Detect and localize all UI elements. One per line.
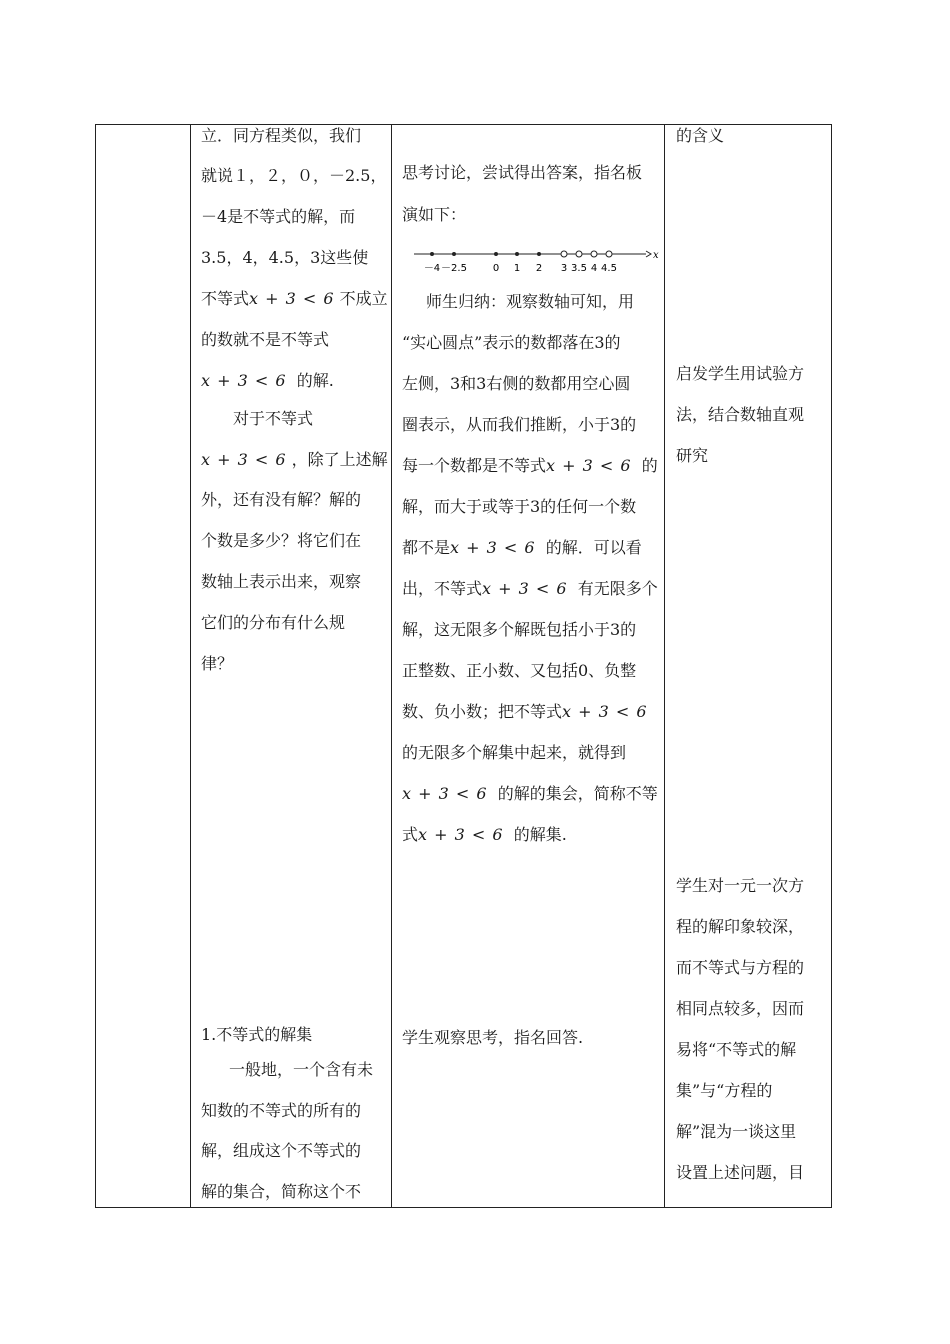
solid-point bbox=[494, 252, 498, 256]
text-line: “实心圆点”表示的数都落在3的 bbox=[402, 333, 621, 352]
tick-label: 0 bbox=[492, 263, 500, 274]
text-line: 解，而大于或等于3的任何一个数 bbox=[402, 497, 637, 516]
text-line: 而不等式与方程的 bbox=[676, 958, 805, 977]
text-line: 研究 bbox=[676, 446, 709, 465]
tick-label: 4.5 bbox=[601, 263, 617, 274]
text-line: x + 3 < 6 的解的集会，简称不等 bbox=[402, 784, 658, 803]
text-line: 解，这无限多个解既包括小于3的 bbox=[402, 620, 637, 639]
text-line: 数轴上表示出来，观察 bbox=[201, 572, 362, 591]
text-line: 集”与“方程的 bbox=[676, 1081, 773, 1100]
text-line: 一般地，一个含有未 bbox=[229, 1060, 374, 1079]
hollow-point bbox=[606, 251, 612, 257]
text-line: －4是不等式的解，而 bbox=[201, 207, 356, 226]
axis-label: x bbox=[653, 250, 659, 261]
inequality-expression: x + 3 < 6 bbox=[201, 371, 287, 390]
axis-arrow-icon bbox=[646, 251, 651, 257]
text-line: x + 3 < 6 的解. bbox=[201, 371, 334, 390]
text-line: 出，不等式x + 3 < 6 有无限多个 bbox=[402, 579, 658, 598]
column-divider bbox=[391, 125, 392, 1207]
text-line: 律？ bbox=[201, 654, 234, 673]
text-line: x + 3 < 6 ，除了上述解 bbox=[201, 450, 388, 469]
section-title: 1.不等式的解集 bbox=[201, 1025, 313, 1044]
text-line: 数、负小数；把不等式x + 3 < 6 bbox=[402, 702, 648, 721]
inequality-expression: x + 3 < 6 bbox=[418, 825, 504, 844]
text-line: 解”混为一谈这里 bbox=[676, 1122, 797, 1141]
text-line: 3.5，4，4.5，3这些使 bbox=[201, 248, 369, 267]
text-line: 就说１，２，０，－2.5， bbox=[201, 166, 387, 185]
hollow-point bbox=[561, 251, 567, 257]
inequality-expression: x + 3 < 6 bbox=[546, 456, 632, 475]
hollow-point bbox=[576, 251, 582, 257]
tick-label: 4 bbox=[590, 263, 598, 274]
text-line: 个数是多少？将它们在 bbox=[201, 531, 362, 550]
number-line-figure bbox=[410, 244, 662, 276]
text-line: 设置上述问题，目 bbox=[676, 1163, 805, 1182]
text-line: 易将“不等式的解 bbox=[676, 1040, 797, 1059]
text-line: 的含义 bbox=[676, 126, 725, 145]
tick-label: 3.5 bbox=[571, 263, 587, 274]
text-line: 圈表示，从而我们推断，小于3的 bbox=[402, 415, 637, 434]
inequality-expression: x + 3 < 6 bbox=[562, 702, 648, 721]
solid-point bbox=[537, 252, 541, 256]
text-line: 都不是x + 3 < 6 的解．可以看 bbox=[402, 538, 642, 557]
text-line: 思考讨论，尝试得出答案，指名板 bbox=[402, 163, 643, 182]
solid-point bbox=[452, 252, 456, 256]
text-line: 学生观察思考，指名回答. bbox=[402, 1028, 584, 1047]
inequality-expression: x + 3 < 6 bbox=[482, 579, 568, 598]
text-line: 演如下： bbox=[402, 205, 467, 224]
tick-label: －2.5 bbox=[441, 263, 467, 274]
text-line: 对于不等式 bbox=[233, 409, 314, 428]
tick-label: －4 bbox=[423, 263, 441, 274]
text-line: 正整数、正小数、又包括0、负整 bbox=[402, 661, 637, 680]
text-line: 式x + 3 < 6 的解集. bbox=[402, 825, 567, 844]
text-line: 解，组成这个不等式的 bbox=[201, 1141, 362, 1160]
solid-point bbox=[430, 252, 434, 256]
tick-label: 2 bbox=[535, 263, 543, 274]
text-line: 不等式x + 3 < 6 不成立 bbox=[201, 289, 388, 308]
solid-point bbox=[515, 252, 519, 256]
text-line: 相同点较多，因而 bbox=[676, 999, 805, 1018]
text-line: 立．同方程类似，我们 bbox=[201, 126, 362, 145]
column-divider bbox=[664, 125, 665, 1207]
inequality-expression: x + 3 < 6 bbox=[249, 289, 335, 308]
text-line: 每一个数都是不等式x + 3 < 6 的 bbox=[402, 456, 658, 475]
column-divider bbox=[190, 125, 191, 1207]
text-line: 程的解印象较深， bbox=[676, 917, 805, 936]
text-line: 它们的分布有什么规 bbox=[201, 613, 346, 632]
text-line: 的无限多个解集中起来，就得到 bbox=[402, 743, 627, 762]
text-line: 启发学生用试验方 bbox=[676, 364, 805, 383]
inequality-expression: x + 3 < 6 bbox=[402, 784, 488, 803]
text-line: 学生对一元一次方 bbox=[676, 876, 805, 895]
text-line: 知数的不等式的所有的 bbox=[201, 1101, 362, 1120]
text-line: 师生归纳：观察数轴可知，用 bbox=[426, 292, 635, 311]
hollow-point bbox=[591, 251, 597, 257]
text-line: 左侧，3和3右侧的数都用空心圆 bbox=[402, 374, 631, 393]
text-line: 解的集合，简称这个不 bbox=[201, 1182, 362, 1201]
text-line: 法，结合数轴直观 bbox=[676, 405, 805, 424]
inequality-expression: x + 3 < 6 bbox=[450, 538, 536, 557]
text-line: 外，还有没有解？解的 bbox=[201, 490, 362, 509]
text-line: 的数就不是不等式 bbox=[201, 330, 330, 349]
tick-label: 3 bbox=[560, 263, 568, 274]
tick-label: 1 bbox=[513, 263, 521, 274]
inequality-expression: x + 3 < 6 bbox=[201, 450, 287, 469]
